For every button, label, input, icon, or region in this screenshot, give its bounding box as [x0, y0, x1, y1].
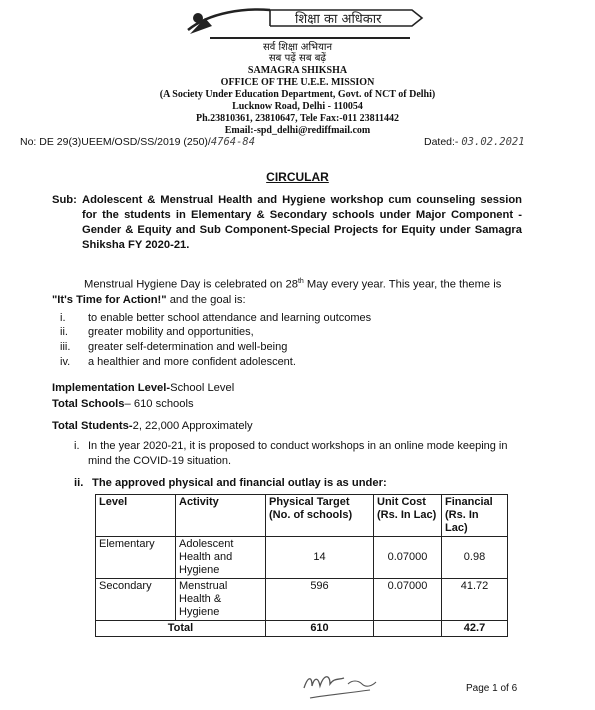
table-total-row — [96, 621, 508, 637]
subject-text: Adolescent & Menstrual Health and Hygiene workshop cum counseling session for the students in Elementary & Secondary schools under Major Component -Gender & Equity and Sub Component-Special Projects for Equity under Samagra Shiksha FY 2020-21. — [82, 194, 522, 251]
office-name: OFFICE OF THE U.E.E. MISSION — [220, 77, 375, 88]
reference-number: No: DE 29(3)UEEM/OSD/SS/2019 (250)/4764-84 — [20, 136, 256, 148]
header-financial: Financial (Rs. In Lac) — [442, 495, 508, 537]
cell-level: Elementary — [96, 537, 176, 579]
header-level: Level — [96, 495, 176, 537]
total-unit-cost-empty — [374, 621, 442, 637]
circular-heading: CIRCULAR — [266, 170, 329, 184]
total-students: Total Students-2, 22,000 Approximately — [52, 420, 253, 432]
goal-item: i. to enable better school attendance and learning outcomes — [60, 312, 372, 324]
address-line: Lucknow Road, Delhi - 110054 — [232, 101, 363, 112]
cell-financial: 0.98 — [442, 537, 508, 579]
total-label: Total — [96, 621, 266, 637]
cell-unit-cost: 0.07000 — [374, 537, 442, 579]
handwritten-date: 03.02.2021 — [461, 136, 525, 148]
total-financial: 42.7 — [442, 621, 508, 637]
phone-line: Ph.23810361, 23810647, Tele Fax:-011 23811442 — [195, 113, 400, 124]
header-unit-cost: Unit Cost (Rs. In Lac) — [374, 495, 442, 537]
cell-target: 14 — [266, 537, 374, 579]
total-schools: Total Schools– 610 schools — [52, 398, 194, 410]
theme-text: "It's Time for Action!" — [52, 293, 167, 306]
slogan-hindi-1: सर्व शिक्षा अभियान — [262, 42, 333, 53]
cell-unit-cost: 0.07000 — [374, 579, 442, 621]
goal-item: iii. greater self-determination and well-being — [60, 341, 288, 353]
samagra-shiksha-logo — [150, 4, 450, 42]
outlay-heading: ii. The approved physical and financial outlay is as under: — [74, 477, 387, 489]
goal-item: iv. a healthier and more confident adolescent. — [60, 356, 296, 368]
table-row — [96, 579, 508, 621]
goal-item: ii. greater mobility and opportunities, — [60, 326, 254, 338]
proposal-item: i. In the year 2020-21, it is proposed to conduct workshops in an online mode keeping in mind the COVID-19 situation. — [74, 440, 508, 467]
handwritten-signature — [300, 668, 380, 702]
date-line: Dated:- 03.02.2021 — [424, 136, 525, 148]
org-name: SAMAGRA SHIKSHA — [247, 65, 348, 76]
cell-activity: Menstrual Health & Hygiene — [176, 579, 266, 621]
subject-paragraph — [52, 193, 522, 253]
header-activity: Activity — [176, 495, 266, 537]
implementation-level: Implementation Level-School Level — [52, 382, 235, 394]
cell-activity: Adolescent Health and Hygiene — [176, 537, 266, 579]
cell-financial: 41.72 — [442, 579, 508, 621]
page-number: Page 1 of 6 — [466, 683, 518, 694]
email-line: Email:-spd_delhi@rediffmail.com — [224, 125, 371, 136]
intro-paragraph: Menstrual Hygiene Day is celebrated on 28th May every year. This year, the theme is "It's Time for Action!" and the goal is: — [52, 278, 502, 306]
table-row — [96, 537, 508, 579]
total-target: 610 — [266, 621, 374, 637]
logo-banner-text: शिक्षा का अधिकार — [295, 12, 382, 27]
header-physical-target: Physical Target (No. of schools) — [266, 495, 374, 537]
society-line: (A Society Under Education Department, Govt. of NCT of Delhi) — [159, 89, 436, 100]
subject-label: Sub: — [52, 194, 77, 206]
cell-level: Secondary — [96, 579, 176, 621]
handwritten-number: 4764-84 — [210, 136, 256, 148]
table-header-row — [96, 495, 508, 537]
outlay-table — [95, 494, 508, 637]
cell-target: 596 — [266, 579, 374, 621]
slogan-hindi-2: सब पढ़ें सब बढ़ें — [268, 53, 327, 64]
